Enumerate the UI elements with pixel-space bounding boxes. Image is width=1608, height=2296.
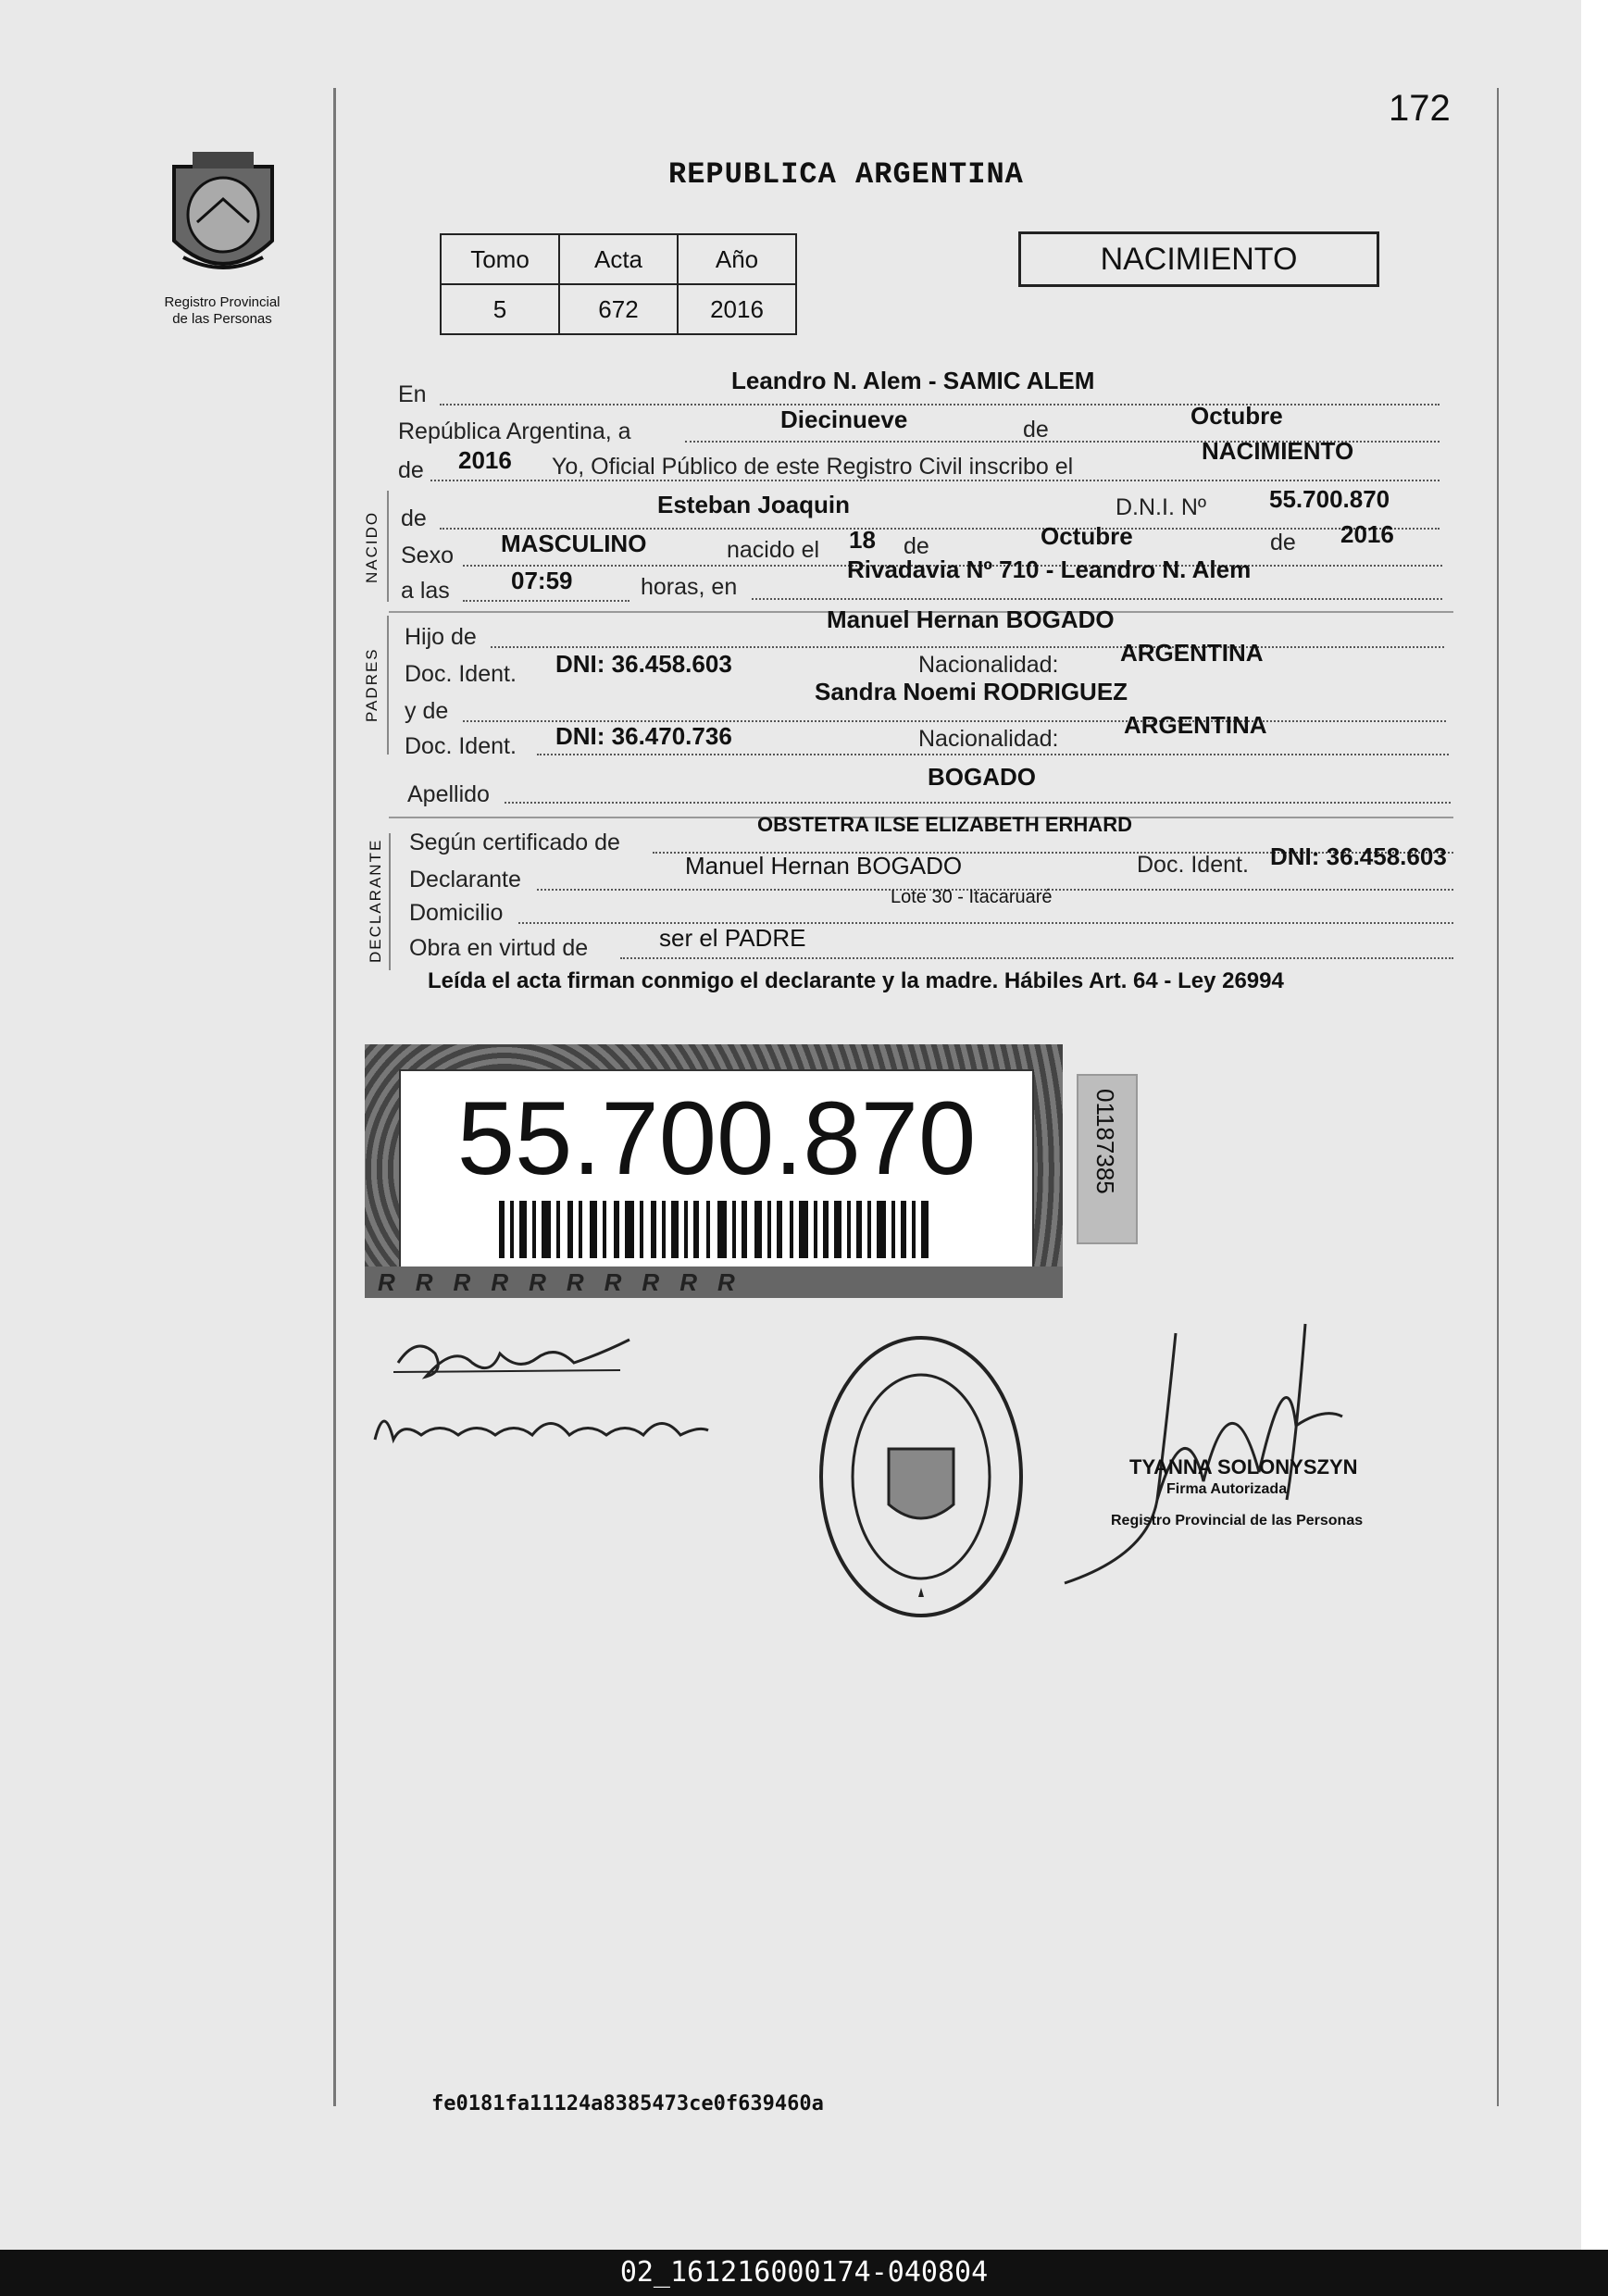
label-y-de: y de [405, 698, 449, 724]
dots-en [440, 404, 1440, 406]
label-dni: D.N.I. Nº [1116, 494, 1207, 520]
value-nacido-mes: Octubre [1041, 522, 1133, 550]
dots-padre [491, 646, 1444, 648]
value-sexo: MASCULINO [501, 530, 647, 557]
side-separator-padres [387, 616, 389, 755]
signature-mother [366, 1393, 717, 1467]
dots-obra [620, 957, 1453, 959]
label-en: En [398, 381, 427, 407]
label-doc-madre: Doc. Ident. [405, 733, 517, 759]
dots-doc-madre [537, 754, 1449, 755]
value-lugar-inscripcion: Leandro N. Alem - SAMIC ALEM [731, 367, 1095, 394]
value-nacido-anio: 2016 [1340, 520, 1394, 548]
scan-edge [1581, 0, 1608, 2250]
footer-code: 02_161216000174-040804 [0, 2250, 1608, 2296]
province-shield-icon [156, 148, 291, 287]
label-nacionalidad-padre: Nacionalidad: [918, 652, 1059, 678]
value-dia: Diecinueve [780, 406, 908, 433]
value-apellido: BOGADO [928, 763, 1036, 791]
dots-apellido [505, 802, 1451, 804]
value-domicilio: Lote 30 - Itacaruaré [891, 887, 1053, 907]
signature-officer [1046, 1315, 1435, 1592]
label-de-nombre: de [401, 505, 427, 531]
legal-text: Leída el acta firman conmigo el declarante y la madre. Hábiles Art. 64 - Ley 26994 [428, 968, 1284, 993]
header-acta: Acta [559, 234, 678, 284]
logo-caption-1: Registro Provincial [164, 294, 280, 310]
label-a-las: a las [401, 578, 450, 604]
province-logo [156, 148, 291, 287]
value-acta: 672 [559, 284, 678, 334]
label-nacido-el: nacido el [727, 537, 820, 563]
label-nacido-de-1: de [904, 533, 929, 559]
dots-lugar [752, 598, 1442, 600]
label-domicilio: Domicilio [409, 900, 504, 926]
label-de-mes: de [1023, 417, 1049, 443]
value-nacionalidad-padre: ARGENTINA [1120, 639, 1264, 667]
record-table [440, 233, 797, 335]
value-mes: Octubre [1190, 402, 1283, 430]
label-horas-en: horas, en [641, 574, 738, 600]
label-hijo-de: Hijo de [405, 624, 477, 650]
id-label [399, 1069, 1034, 1272]
label-nacionalidad-madre: Nacionalidad: [918, 726, 1059, 752]
header-anio: Año [678, 234, 796, 284]
value-padre: Manuel Hernan BOGADO [827, 605, 1115, 633]
security-strip: RRRRRRRRRR [365, 1267, 1063, 1298]
signature-father [389, 1326, 648, 1391]
officer-org: Registro Provincial de las Personas [1111, 1513, 1364, 1529]
side-separator-nacido [387, 491, 389, 602]
value-doc-padre: DNI: 36.458.603 [555, 650, 732, 678]
label-segun-certificado: Según certificado de [409, 830, 620, 855]
dots-hora [463, 600, 629, 602]
label-sexo: Sexo [401, 543, 454, 568]
value-inscripcion: NACIMIENTO [1202, 437, 1354, 465]
record-type-box: NACIMIENTO [1018, 231, 1379, 287]
officer-role: Firma Autorizada [1166, 1481, 1288, 1497]
value-hora: 07:59 [511, 567, 573, 594]
value-anio-inscripcion: 2016 [458, 446, 512, 474]
dots-oficial [430, 480, 1440, 481]
value-anio: 2016 [678, 284, 796, 334]
barcode-icon [499, 1201, 934, 1258]
label-obra-en-virtud: Obra en virtud de [409, 935, 589, 961]
right-margin-line [1497, 88, 1499, 2106]
document-title: REPUBLICA ARGENTINA [668, 157, 1024, 192]
label-republica: República Argentina, a [398, 418, 631, 444]
value-dni: 55.700.870 [1269, 485, 1390, 513]
label-declarante: Declarante [409, 867, 521, 892]
oficial-text: Yo, Oficial Público de este Registro Civil inscribo el [552, 454, 1074, 480]
registry-seal [815, 1329, 1028, 1625]
label-nacido-de-2: de [1270, 530, 1296, 555]
side-separator-declarante [389, 833, 391, 970]
value-lugar-nacimiento: Rivadavia Nº 710 - Leandro N. Alem [847, 555, 1252, 583]
value-doc-madre: DNI: 36.470.736 [555, 722, 732, 750]
serial-number: 01187385 [1091, 1089, 1119, 1194]
value-madre: Sandra Noemi RODRIGUEZ [815, 678, 1128, 705]
value-nacido-dia: 18 [849, 526, 876, 554]
value-certificado: OBSTETRA ILSE ELIZABETH ERHARD [757, 813, 1132, 836]
left-margin-line [333, 88, 336, 2106]
side-label-declarante: DECLARANTE [367, 838, 384, 963]
side-label-nacido: NACIDO [363, 510, 380, 583]
serial-number-tag [1077, 1074, 1138, 1244]
label-doc-padre: Doc. Ident. [405, 661, 517, 687]
label-apellido: Apellido [407, 781, 490, 807]
page-number: 172 [1389, 88, 1451, 129]
value-doc-declarante: DNI: 36.458.603 [1270, 842, 1447, 870]
label-doc-declarante: Doc. Ident. [1137, 852, 1249, 878]
officer-name: TYANNA SOLONYSZYN [1129, 1455, 1358, 1479]
value-nombre: Esteban Joaquin [657, 491, 851, 518]
value-tomo: 5 [441, 284, 559, 334]
label-de-anio: de [398, 457, 424, 483]
value-obra: ser el PADRE [659, 924, 806, 952]
value-nacionalidad-madre: ARGENTINA [1124, 711, 1267, 739]
side-label-padres: PADRES [363, 647, 380, 722]
value-declarante: Manuel Hernan BOGADO [685, 852, 963, 880]
logo-caption-2: de las Personas [172, 311, 272, 327]
id-number: 55.700.870 [456, 1080, 977, 1196]
header-tomo: Tomo [441, 234, 559, 284]
document-hash: fe0181fa11124a8385473ce0f639460a [431, 2092, 824, 2115]
